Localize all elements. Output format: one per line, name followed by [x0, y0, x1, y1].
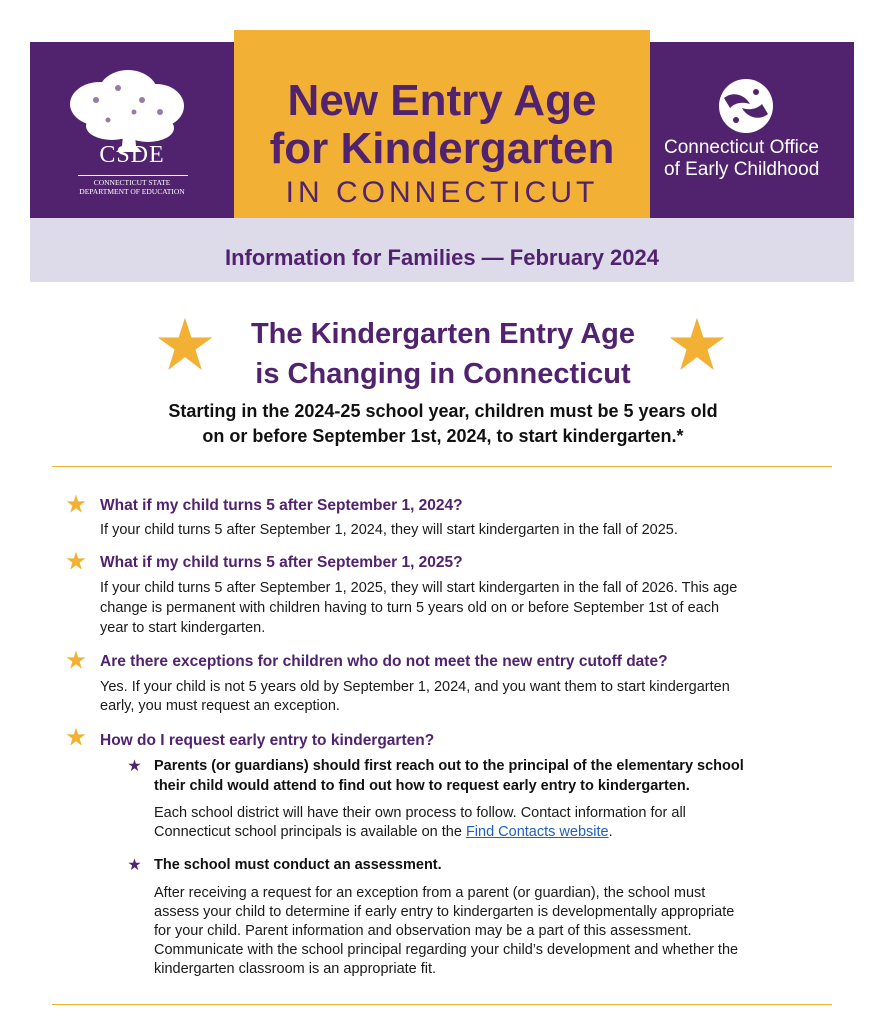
subtitle-text: Information for Families — February 2024 [224, 245, 659, 270]
faq-question-3: Are there exceptions for children who do not meet the new entry cutoff date? [100, 653, 668, 670]
faq-answer-2-line3: year to start kindergarten. [100, 620, 266, 636]
find-contacts-link[interactable]: Find Contacts website [465, 824, 609, 840]
star-bullet-icon [66, 551, 86, 571]
star-bullet-icon [66, 494, 86, 514]
star-bullet-icon [66, 727, 86, 747]
step-2-heading: The school must conduct an assessment. [154, 857, 442, 873]
step-1-text-prefix: Connecticut school principals is available on the [154, 824, 466, 840]
lead-text-line1: Starting in the 2024-25 school year, children must be 5 years old [168, 401, 718, 421]
faq-answer-1-line1: If your child turns 5 after September 1, 2024, they will start kindergarten in the fall of 2025. [100, 522, 678, 538]
purple-star-bullet-icon [128, 759, 141, 772]
divider-top [52, 466, 832, 467]
step-1-text-suffix: . [608, 824, 613, 840]
logo-divider [78, 175, 188, 176]
step-1-heading-line2: their child would attend to find out how to request early entry to kindergarten. [154, 778, 690, 794]
faq-answer-2-line2: change is permanent with children having to turn 5 years old on or before September 1st of each [100, 600, 720, 616]
step-1-heading-line1: Parents (or guardians) should first reach out to the principal of the elementary school [154, 758, 744, 774]
section-heading-line2: is Changing in Connecticut [255, 358, 631, 390]
step-2-text-line2: assess your child to determine if early entry to kindergarten is developmentally appropriate [154, 904, 735, 920]
csde-subtext-line1: CONNECTICUT STATE [93, 178, 171, 187]
oec-hands-icon [716, 76, 776, 136]
step-2-text-line5: kindergarten classroom is an appropriate fit. [154, 961, 437, 977]
faq-question-1: What if my child turns 5 after September 1, 2024? [100, 497, 463, 514]
section-heading-line1: The Kindergarten Entry Age [250, 318, 636, 350]
step-2-text-line3: for your child. Parent information and observation may be a part of this assessment. [154, 923, 692, 939]
faq-question-4: How do I request early entry to kindergarten? [100, 732, 435, 749]
page-title-line2: for Kindergarten [269, 124, 615, 173]
faq-answer-2-line1: If your child turns 5 after September 1, 2025, they will start kindergarten in the fall of 2026. This age [100, 580, 738, 596]
faq-answer-3-line1: Yes. If your child is not 5 years old by September 1, 2024, and you want them to start kindergarten [100, 679, 730, 695]
purple-star-bullet-icon [128, 858, 141, 871]
csde-logo-text: CSDE [99, 142, 165, 168]
faq-answer-3-line2: early, you must request an exception. [100, 698, 340, 714]
divider-bottom [52, 1004, 832, 1005]
csde-subtext-line2: DEPARTMENT OF EDUCATION [79, 187, 185, 196]
oec-logo-line1: Connecticut Office [664, 137, 819, 158]
oec-logo-line2: of Early Childhood [664, 159, 820, 180]
csde-logo-subtext [62, 178, 202, 196]
page-title-line3: IN CONNECTICUT [285, 176, 599, 209]
step-2-text-line4: Communicate with the school principal regarding your child’s development and whether the [154, 942, 739, 958]
step-2-text-line1: After receiving a request for an exception from a parent (or guardian), the school must [154, 885, 706, 901]
title-box [234, 30, 650, 230]
star-bullet-icon [66, 650, 86, 670]
step-1-text-line2 [154, 823, 613, 842]
step-1-text-line1: Each school district will have their own process to follow. Contact information for all [154, 805, 686, 821]
faq-question-2: What if my child turns 5 after September 1, 2025? [100, 554, 463, 571]
lead-text-line2: on or before September 1st, 2024, to start kindergarten.* [202, 426, 684, 446]
page-title-line1: New Entry Age [287, 76, 597, 125]
